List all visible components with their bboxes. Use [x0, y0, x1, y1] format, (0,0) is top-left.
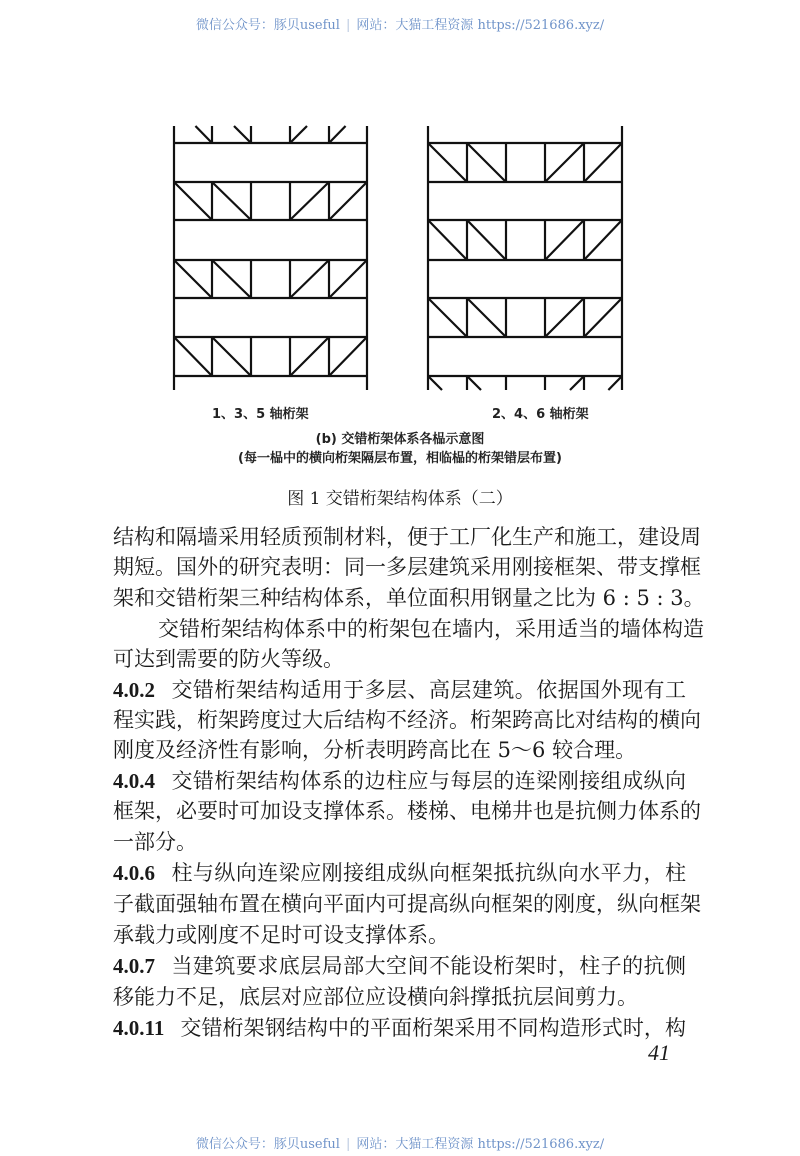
figure-subcaption: (b) 交错桁架体系各榀示意图 [315, 432, 485, 447]
text-line [113, 923, 686, 947]
truss-diagonal [584, 220, 622, 260]
watermark-site: 网站：大猫工程资源 https://521686.xyz/ [356, 18, 605, 33]
truss-diagonal [467, 298, 506, 337]
truss-diagonal [570, 376, 584, 390]
text-line [113, 861, 686, 885]
line-text: 框架，必要时可加设支撑体系。楼梯、电梯井也是抗侧力体系的 [113, 799, 701, 823]
truss-diagonal [290, 337, 329, 376]
line-text: 移能力不足，底层对应部位应设横向斜撑抵抗层间剪力。 [113, 985, 638, 1009]
truss-diagonal [428, 143, 467, 182]
truss-diagonal [428, 376, 442, 390]
truss-diagonal [174, 182, 212, 220]
text-line [113, 555, 701, 579]
truss-diagonal [212, 337, 251, 376]
clause-number: 4.0.2 [113, 678, 155, 702]
watermark-site: 网站：大猫工程资源 https://521686.xyz/ [356, 1137, 605, 1152]
clause-number: 4.0.7 [113, 954, 155, 978]
truss-diagonal [212, 182, 251, 220]
clause-number: 4.0.4 [113, 769, 155, 793]
truss-diagonal [467, 143, 506, 182]
truss-diagonal [545, 220, 584, 260]
truss-diagonal [212, 260, 251, 298]
line-text: 刚度及经济性有影响，分析表明跨高比在 5～6 较合理。 [113, 738, 637, 762]
truss-diagonal [329, 182, 367, 220]
left-frame-label: 1、3、5 轴桁架 [212, 407, 309, 422]
line-text: 程实践，桁架跨度过大后结构不经济。桁架跨高比对结构的横向 [113, 708, 701, 732]
truss-diagonal [234, 126, 251, 143]
text-line [113, 708, 701, 732]
text-line [113, 769, 686, 793]
text-line [113, 985, 686, 1009]
line-text: 柱与纵向连梁应刚接组成纵向框架抵抗纵向水平力，柱 [171, 861, 686, 885]
text-line [158, 617, 704, 641]
right-frame-label: 2、4、6 轴桁架 [492, 407, 589, 422]
truss-diagonal [329, 260, 367, 298]
line-text: 结构和隔墙采用轻质预制材料，便于工厂化生产和施工，建设周 [113, 525, 701, 549]
truss-diagonal [467, 220, 506, 260]
truss-diagonal [329, 337, 367, 376]
truss-diagonal [174, 337, 212, 376]
line-text: 一部分。 [113, 830, 197, 854]
truss-diagonal [290, 260, 329, 298]
truss-diagonal [428, 298, 467, 337]
truss-diagonal [329, 126, 346, 143]
text-line [113, 678, 686, 702]
figure-note: (每一榀中的横向桁架隔层布置，相临榀的桁架错层布置) [238, 451, 562, 466]
truss-diagonal [174, 260, 212, 298]
truss-diagonal [428, 220, 467, 260]
clause-number: 4.0.6 [113, 861, 155, 885]
line-text: 承载力或刚度不足时可设支撑体系。 [113, 923, 449, 947]
line-text: 期短。国外的研究表明：同一多层建筑采用刚接框架、带支撑框 [113, 555, 701, 579]
truss-diagonal [195, 126, 212, 143]
text-line [113, 830, 686, 854]
truss-diagonal [584, 298, 622, 337]
text-line [113, 647, 686, 671]
text-line [113, 892, 701, 916]
text-line [113, 1016, 686, 1040]
line-text: 可达到需要的防火等级。 [113, 647, 344, 671]
truss-diagonal [545, 298, 584, 337]
text-line [113, 525, 701, 549]
line-text: 交错桁架钢结构中的平面桁架采用不同构造形式时，构 [180, 1016, 686, 1040]
line-text: 交错桁架结构适用于多层、高层建筑。依据国外现有工 [171, 678, 686, 702]
truss-diagonal [545, 143, 584, 182]
line-text: 交错桁架结构体系中的桁架包在墙内，采用适当的墙体构造 [158, 617, 704, 641]
truss-diagonal [584, 143, 622, 182]
watermark-footer: 微信公众号：豚贝useful | 网站：大猫工程资源 https://521686.xyz/ [195, 1137, 605, 1152]
figure-title: 图 1 交错桁架结构体系（二） [287, 489, 513, 509]
watermark-header: 微信公众号：豚贝useful | 网站：大猫工程资源 https://521686.xyz/ [195, 18, 605, 33]
text-line [113, 799, 701, 823]
text-line [113, 586, 705, 610]
text-line [113, 738, 686, 762]
line-text: 架和交错桁架三种结构体系，单位面积用钢量之比为 6 : 5 : 3。 [113, 586, 705, 610]
watermark-account: 微信公众号：豚贝useful [195, 18, 340, 33]
truss-diagonal [290, 182, 329, 220]
text-line [113, 954, 686, 978]
line-text: 当建筑要求底层局部大空间不能设桁架时，柱子的抗侧 [171, 954, 686, 978]
line-text: 子截面强轴布置在横向平面内可提高纵向框架的刚度，纵向框架 [113, 892, 701, 916]
staggered-truss-diagram [0, 0, 800, 400]
truss-diagonal [467, 376, 481, 390]
line-text: 交错桁架结构体系的边柱应与每层的连梁刚接组成纵向 [171, 769, 686, 793]
truss-diagonal [608, 376, 622, 390]
clause-number: 4.0.11 [113, 1016, 165, 1040]
watermark-account: 微信公众号：豚贝useful [195, 1137, 340, 1152]
page-number: 41 [648, 1040, 670, 1065]
truss-diagonal [290, 126, 307, 143]
